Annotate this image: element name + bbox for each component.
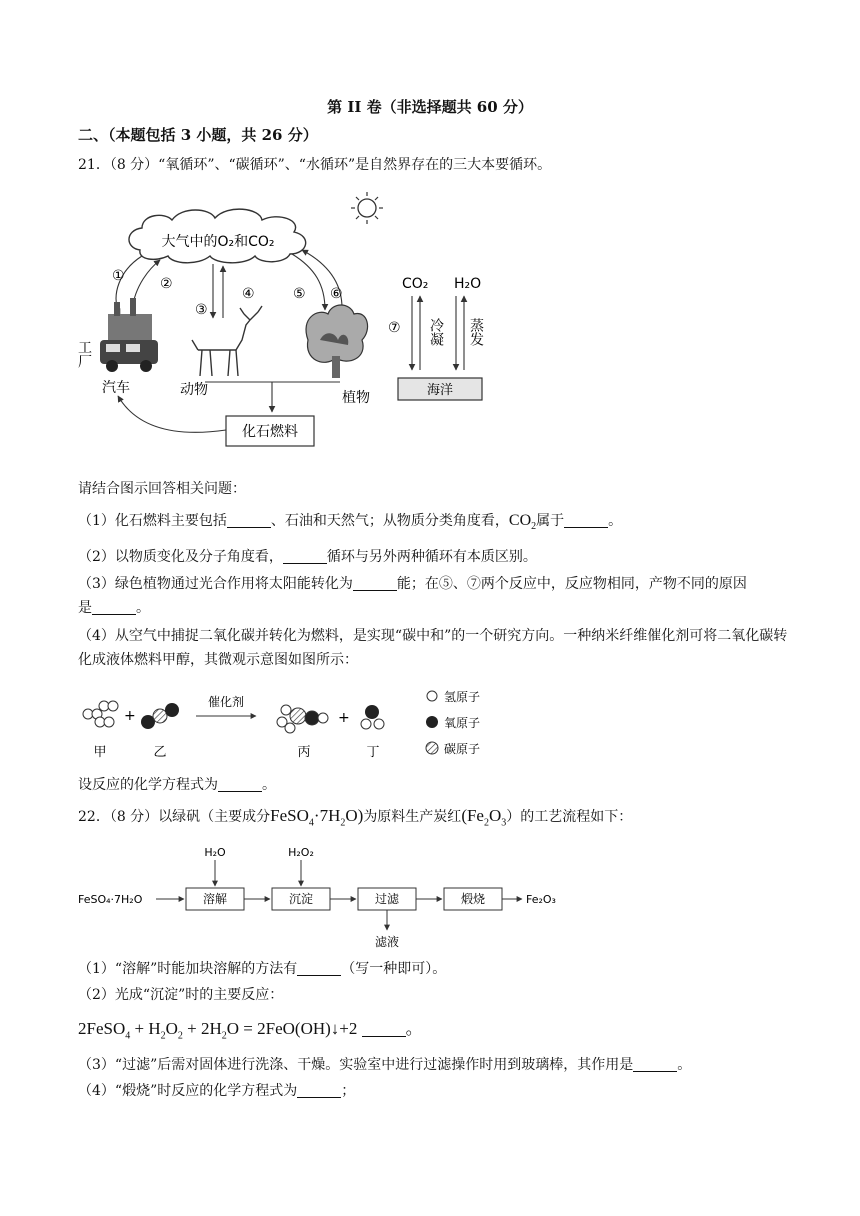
svg-text:H₂O: H₂O: [454, 276, 482, 292]
q21-part4: （4）从空气中捕捉二氧化碳并转化为燃料，是实现“碳中和”的一个研究方向。一种纳米纤维催化剂可将二氧化碳转化成液体燃料甲醇，其微观示意图如图所示：: [78, 628, 788, 668]
svg-text:煅烧: 煅烧: [460, 892, 486, 906]
q22-equation: 2FeSO$_4$ + $H_2O_2 + 2H_2O$ = 2FeO(OH)↓+2 。: [78, 1019, 423, 1042]
q21-part5: 设反应的化学方程式为 。: [78, 777, 276, 793]
answer-blank[interactable]: [564, 513, 608, 528]
svg-text:+: +: [338, 710, 350, 726]
svg-text:FeSO₄·7H₂O: FeSO₄·7H₂O: [78, 893, 143, 906]
svg-text:⑦: ⑦: [388, 320, 401, 336]
fossil-fuel-box: 化石燃料: [242, 424, 298, 440]
svg-text:②: ②: [160, 276, 173, 292]
q22-stem: 22．（8 分）以绿矾（主要成分$FeSO_4\cdot 7H_2O$)为原料生产炭红$(Fe_2O_3)$的工艺流程如下：: [78, 806, 633, 829]
answer-blank[interactable]: [297, 1083, 341, 1098]
svg-text:CO₂: CO₂: [402, 276, 429, 292]
svg-text:Fe₂O₃: Fe₂O₃: [526, 893, 556, 906]
svg-text:H₂O: H₂O: [204, 846, 226, 859]
legend-c: 碳原子: [444, 742, 481, 756]
svg-text:溶解: 溶解: [202, 892, 228, 906]
answer-blank[interactable]: [227, 513, 271, 528]
svg-text:过滤: 过滤: [374, 892, 400, 906]
answer-blank[interactable]: [362, 1022, 406, 1037]
section-heading: 二、（本题包括 3 小题，共 26 分）: [78, 126, 318, 144]
svg-text:工厂: 工厂: [76, 340, 92, 368]
q22-part3: （3）“过滤”后需对固体进行洗涤、干燥。实验室中进行过滤操作时用到玻璃棒，其作用是 。: [78, 1057, 692, 1073]
svg-text:丙: 丙: [297, 745, 311, 760]
q22-part1: （1）“溶解”时能加块溶解的方法有 （写一种即可）。: [78, 961, 447, 977]
legend-h: 氢原子: [444, 690, 481, 704]
q21-stem: 21．（8 分）“氧循环”、“碳循环”、“水循环”是自然界存在的三大本要循环。: [78, 157, 552, 173]
q21-part1: （1）化石燃料主要包括 、石油和天然气；从物质分类角度看，$CO_2$属于 。: [78, 512, 623, 533]
ocean-box: 海洋: [426, 383, 454, 398]
svg-text:甲: 甲: [93, 745, 107, 760]
q22-part2: （2）光成“沉淀”时的主要反应：: [78, 987, 284, 1003]
svg-text:⑥: ⑥: [330, 286, 343, 302]
cycle-diagram: [76, 190, 500, 460]
answer-blank[interactable]: [353, 576, 397, 591]
svg-text:丁: 丁: [366, 745, 380, 760]
answer-blank[interactable]: [218, 777, 262, 792]
answer-blank[interactable]: [633, 1057, 677, 1072]
micro-reaction-diagram: [76, 684, 496, 770]
svg-text:③: ③: [195, 302, 208, 318]
svg-text:⑤: ⑤: [293, 286, 306, 302]
svg-text:滤液: 滤液: [374, 935, 400, 949]
answer-blank[interactable]: [92, 600, 136, 615]
svg-text:动物: 动物: [180, 382, 208, 398]
answer-blank[interactable]: [283, 549, 327, 564]
q21-part2: （2）以物质变化及分子角度看， 循环与另外两种循环有本质区别。: [78, 549, 537, 565]
svg-text:乙: 乙: [153, 745, 167, 760]
q22-part4: （4）“煅烧”时反应的化学方程式为 ；: [78, 1083, 356, 1099]
svg-text:沉淀: 沉淀: [288, 892, 314, 906]
q21-intro: 请结合图示回答相关问题：: [78, 481, 246, 497]
svg-text:H₂O₂: H₂O₂: [288, 846, 314, 859]
svg-text:蒸发: 蒸发: [468, 318, 484, 346]
svg-text:汽车: 汽车: [102, 380, 130, 396]
svg-text:冷凝: 冷凝: [428, 318, 444, 346]
legend-o: 氧原子: [444, 716, 481, 730]
svg-text:④: ④: [242, 286, 255, 302]
tree-icon: [306, 305, 368, 378]
process-flow-diagram: [76, 844, 576, 954]
page-title: 第 II 卷（非选择题共 60 分）: [327, 98, 533, 116]
cloud-label: 大气中的O₂和CO₂: [161, 234, 275, 250]
svg-text:植物: 植物: [342, 390, 370, 406]
sun-icon: [351, 192, 383, 224]
answer-blank[interactable]: [297, 961, 341, 976]
q21-part3: （3）绿色植物通过光合作用将太阳能转化为 能；在⑤、⑦两个反应中，反应物相同，产物不同的原因 是 。: [78, 576, 747, 616]
factory-car-icon: [100, 298, 158, 372]
svg-text:+: +: [124, 708, 136, 724]
svg-text:①: ①: [112, 268, 125, 284]
svg-text:催化剂: 催化剂: [207, 695, 245, 709]
